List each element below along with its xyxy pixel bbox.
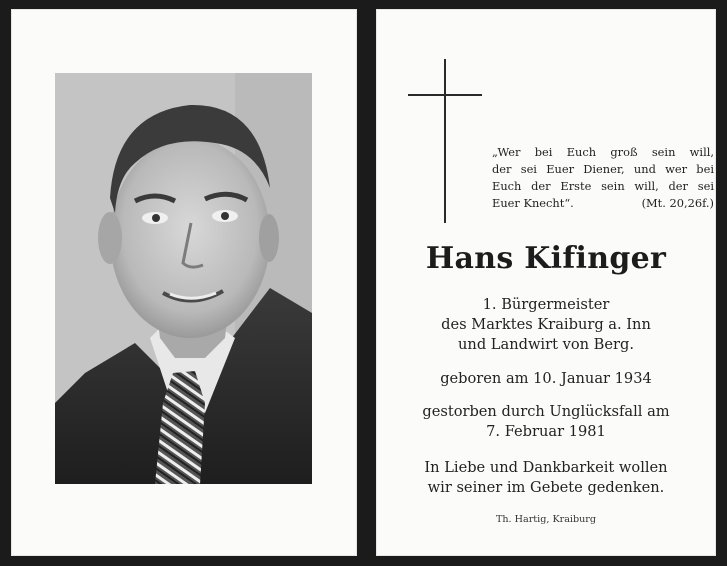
quote-line: der sei Euer Diener, und wer bei bbox=[492, 162, 714, 176]
title-line: 1. Bürgermeister bbox=[482, 296, 610, 313]
right-card-page bbox=[376, 9, 716, 556]
quote-line: Euer Knecht“. bbox=[492, 196, 574, 210]
quote-citation: (Mt. 20,26f.) bbox=[641, 196, 714, 210]
memorial-line: wir seiner im Gebete gedenken. bbox=[427, 479, 665, 496]
memorial-line: In Liebe und Dankbarkeit wollen bbox=[424, 459, 668, 476]
left-card-page bbox=[11, 9, 357, 556]
bible-quote bbox=[492, 144, 714, 212]
portrait-image bbox=[55, 73, 312, 484]
deceased-name: Hans Kifinger bbox=[425, 241, 667, 276]
title-line: des Marktes Kraiburg a. Inn bbox=[441, 316, 651, 333]
quote-line: „Wer bei Euch groß sein will, bbox=[492, 145, 714, 159]
quote-last-line bbox=[492, 195, 714, 212]
printer-credit: Th. Hartig, Kraiburg bbox=[495, 514, 597, 525]
title-line: und Landwirt von Berg. bbox=[458, 336, 634, 353]
death-date: 7. Februar 1981 bbox=[486, 423, 606, 440]
quote-line: Euch der Erste sein will, der sei bbox=[492, 179, 714, 193]
portrait-photo bbox=[55, 73, 312, 484]
death-line: gestorben durch Unglücksfall am bbox=[422, 403, 670, 420]
birth-date: geboren am 10. Januar 1934 bbox=[440, 370, 652, 387]
cross-icon bbox=[408, 59, 482, 223]
